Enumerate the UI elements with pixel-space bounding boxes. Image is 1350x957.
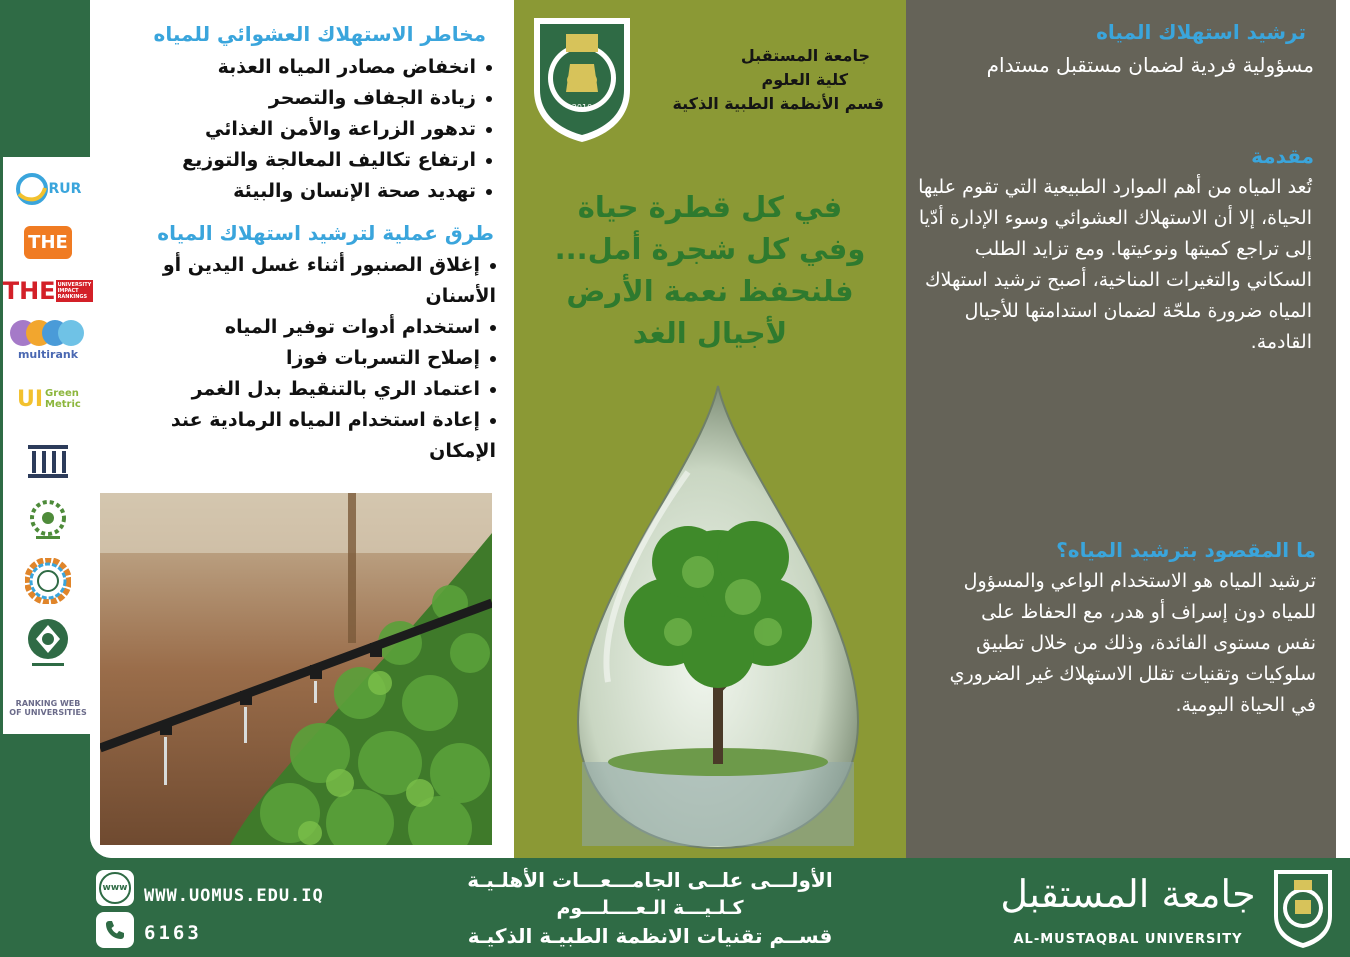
footer-tagline: الأولـــى علــى الجامـــعـــات الأهلـيـة [467,868,833,892]
list-item: استخدام أدوات توفير المياه [101,312,496,343]
middle-column [514,0,906,858]
drip-irrigation-photo [100,493,492,845]
slogan-line: لأجيال الغد [632,316,788,350]
slogan-line: وفي كل شجرة أمل... [554,232,866,266]
phone-icon [96,912,134,948]
intro-text: تُعد المياه من أهم الموارد الطبيعية التي تقوم عليها الحياة، إلا أن الاستهلاك العشوائي وسوء الإدارة أدّيا إلى تراجع كميتها ونوعيتها. ومع تزايد الطلب السكاني والتغيرات المناخية، أصبح ترشيد استهلاك المياه ضرورة ملحّة لضمان استدامتها للأجيال القادمة. [918,176,1312,353]
footer-logo-english: AL-MUSTAQBAL UNIVERSITY [1013,932,1243,947]
bullet-icon [486,158,492,164]
risks-list [102,52,492,207]
rankings-sidebar [3,157,91,734]
main-card [90,0,1350,858]
the-logo-icon[interactable]: THE [9,219,87,265]
phone-number[interactable]: 6163 [144,922,202,944]
list-item: تهديد صحة الإنسان والبيئة [102,176,492,207]
arab-engineers-logo-icon[interactable] [9,615,87,675]
bullet-icon [486,189,492,195]
header-university: جامعة المستقبل [740,46,870,65]
header-department: قسم الأنظمة الطبية الذكية [672,94,884,113]
bullet-icon [490,418,496,424]
water-drop-tree-image [568,382,864,852]
methods-heading: طرق عملية لترشيد استهلاك المياه [157,221,494,245]
footer-seal-icon [1270,866,1336,950]
intro-heading: مقدمة [1251,144,1314,168]
meaning-heading: ما المقصود بترشيد المياه؟ [1056,538,1316,562]
web-icon: www [96,870,134,906]
list-item: ارتفاع تكاليف المعالجة والتوزيع [102,145,492,176]
bullet-icon [490,325,496,331]
bullet-icon [490,387,496,393]
website-link[interactable]: WWW.UOMUS.EDU.IQ [144,886,324,906]
right-edge-strip [1336,0,1350,858]
footer-college: كـلـيـــة الـعــــلـــوم [556,897,744,919]
footer [0,858,1350,957]
seal-year: 2010 [571,103,593,112]
webometrics-logo-icon[interactable]: RANKING WEB OF UNIVERSITIES [9,699,87,717]
bullet-icon [490,263,496,269]
institution-block [644,44,884,116]
list-item: إغلاق الصنبور أثناء غسل اليدين أو الأسنان [162,254,496,307]
footer-logo-arabic: جامعة المستقبل [1000,872,1256,916]
footer-department: قســم تقنيات الانظمة الطبيـة الذكيـة [467,924,833,948]
meaning-text: ترشيد المياه هو الاستخدام الواعي والمسؤول للمياه دون إسراف أو هدر، مع الحفاظ على نفس مستوى الفائدة، وذلك من خلال تطبيق سلوكيات وتقنيات تقلل الاستهلاك غير الضروري في الحياة اليومية. [949,570,1316,716]
university-seal-icon [526,12,638,144]
bullet-icon [486,96,492,102]
the-impact-logo-icon[interactable]: THE UNIVERSITY IMPACT RANKINGS [2,277,92,305]
sdg-wheel-icon[interactable] [9,555,87,607]
list-item: اعتماد الري بالتنقيط بدل الغمر [101,374,496,405]
left-column [90,0,514,858]
methods-list [101,250,496,467]
list-item: انخفاض مصادر المياه العذبة [102,52,492,83]
slogan-block [534,186,886,354]
risks-heading: مخاطر الاستهلاك العشوائي للمياه [153,22,486,46]
ui-greenmetric-logo-icon[interactable]: UI Green Metric [16,386,81,412]
slogan-line: فلنحفظ نعمة الأرض [566,274,854,308]
list-item: إعادة استخدام المياه الرمادية عند الإمكان [170,409,496,462]
right-title: ترشيد استهلاك المياه [1096,20,1306,44]
footer-text-block [430,866,870,950]
right-subtitle: مسؤولية فردية لضمان مستقبل مستدام [986,53,1314,77]
arab-universities-logo-icon[interactable] [9,495,87,545]
multirank-logo-icon[interactable]: multirank [9,315,87,363]
list-item: إصلاح التسربات فوزا [101,343,496,374]
bullet-icon [486,127,492,133]
right-column [906,0,1336,858]
rur-logo-icon[interactable]: RUR [9,165,87,213]
bullet-icon [486,65,492,71]
list-item: تدهور الزراعة والأمن الغذائي [102,114,492,145]
header-college: كلية العلوم [761,70,848,89]
slogan-line: في كل قطرة حياة [577,190,843,224]
columns-logo-icon[interactable] [9,439,87,483]
list-item: زيادة الجفاف والتصحر [102,83,492,114]
bullet-icon [490,356,496,362]
